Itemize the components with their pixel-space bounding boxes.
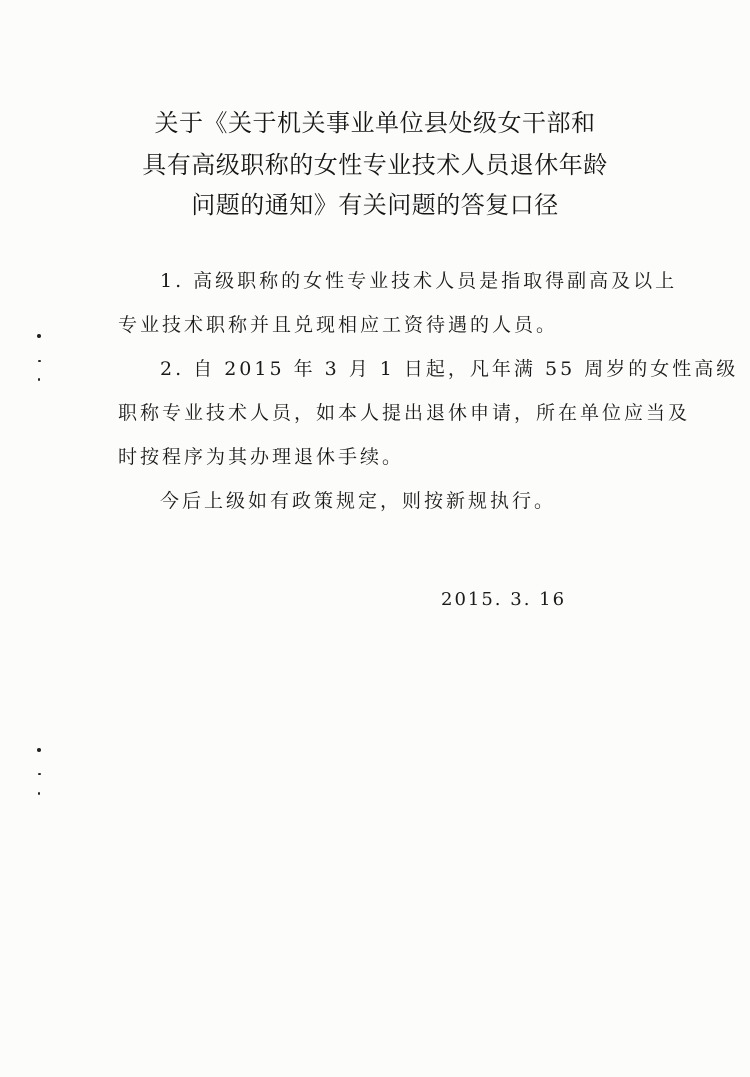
item-2-line-3: 时按程序为其办理退休手续。 — [118, 446, 405, 468]
item-1-line-2: 专业技术职称并且兑现相应工资待遇的人员。 — [118, 314, 559, 336]
item-2-line-1: 2. 自 2015 年 3 月 1 日起，凡年满 55 周岁的女性高级 — [160, 358, 739, 380]
scan-speck — [38, 792, 40, 795]
document-date: 2015. 3. 16 — [441, 589, 567, 610]
scan-speck — [37, 334, 41, 338]
item-2-line-2: 职称专业技术人员，如本人提出退休申请，所在单位应当及 — [118, 402, 691, 424]
scan-speck — [38, 378, 40, 381]
document-title-line-2: 具有高级职称的女性专业技术人员退休年龄 — [142, 151, 608, 179]
scan-speck — [38, 360, 41, 362]
scan-speck — [37, 748, 41, 752]
document-title-line-3: 问题的通知》有关问题的答复口径 — [191, 191, 559, 219]
scan-speck — [38, 773, 41, 775]
item-1-line-1: 1. 高级职称的女性专业技术人员是指取得副高及以上 — [160, 270, 678, 292]
closing-paragraph: 今后上级如有政策规定，则按新规执行。 — [160, 490, 557, 512]
document-title-line-1: 关于《关于机关事业单位县处级女干部和 — [154, 109, 596, 137]
